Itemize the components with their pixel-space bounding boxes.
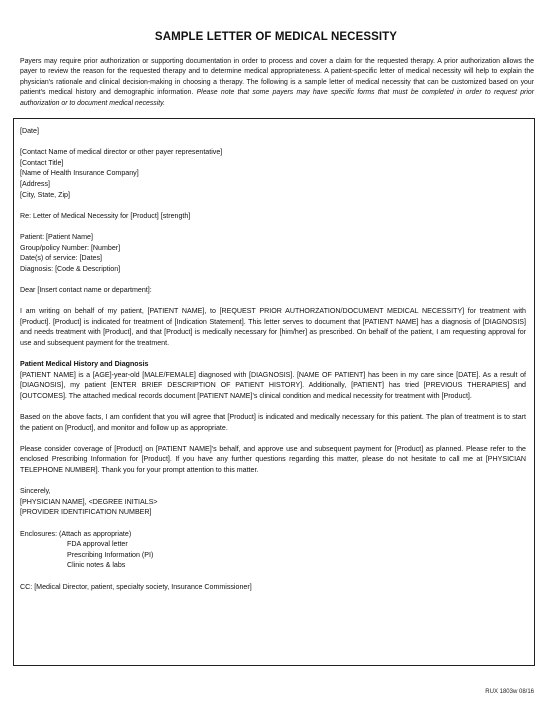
- paragraph-confidence: Based on the above facts, I am confident that you will agree that [Product] is indicated and medically necessary for this patient. The plan of treatment is to start the patient on [Product], and monitor and follow up as appropriate.: [20, 413, 526, 432]
- closing-line: Sincerely,: [20, 487, 51, 496]
- enclosure-item: Prescribing Information (PI): [67, 550, 154, 559]
- history-heading: Patient Medical History and Diagnosis: [20, 360, 149, 369]
- document-code: RUX 1803w 08/16: [485, 689, 534, 695]
- enclosure-item: FDA approval letter: [67, 540, 128, 549]
- patient-info-line: Diagnosis: [Code & Description]: [20, 264, 121, 273]
- address-line: [Name of Health Insurance Company]: [20, 169, 139, 178]
- closing-line: [PROVIDER IDENTIFICATION NUMBER]: [20, 508, 152, 517]
- document-title: SAMPLE LETTER OF MEDICAL NECESSITY: [154, 31, 398, 43]
- enclosures-label: Enclosures: (Attach as appropriate): [20, 529, 132, 538]
- address-line: [Contact Title]: [20, 158, 64, 167]
- cc-line: CC: [Medical Director, patient, specialty society, Insurance Commissioner]: [20, 582, 252, 591]
- re-line: Re: Letter of Medical Necessity for [Product] [strength]: [20, 211, 191, 220]
- paragraph-request: I am writing on behalf of my patient, [PATIENT NAME], to [REQUEST PRIOR AUTHORZATION/DOCUMENT MEDICAL NECESSITY] for treatment with [Product]. [Product] is indicated for treatment of [Indication Statement]. This letter serves to document that [PATIENT NAME] has a diagnosis of [DIAGNOSIS] and needs treatment with [Product], and that [Product] is medically necessary for [him/her] as prescribed. On behalf of the patient, I am requesting approval for use and subsequent payment for the treatment.: [20, 307, 526, 347]
- patient-info-line: Group/policy Number: [Number]: [20, 243, 121, 252]
- address-line: [Contact Name of medical director or other payer representative]: [20, 148, 223, 157]
- letter-date: [Date]: [20, 127, 39, 135]
- intro-note: Please note that some payers may have specific forms that must be completed in order to request prior authorization or to document medical necessity.: [20, 89, 534, 107]
- closing-line: [PHYSICIAN NAME], <DEGREE INITIALS>: [20, 497, 158, 506]
- paragraph-coverage: Please consider coverage of [Product] on [PATIENT NAME]'s behalf, and approve use and subsequent payment for [Product] as planned. Please refer to the enclosed Prescribing Information for [Product]. If you have any further questions regarding this matter, please do not hesitate to call me at [PHYSICIAN TELEPHONE NUMBER]. Thank you for your prompt attention to this matter.: [20, 444, 526, 474]
- sample-letter-box: [13, 118, 535, 666]
- enclosure-item: Clinic notes & labs: [67, 561, 126, 570]
- address-line: [City, State, Zip]: [20, 190, 70, 199]
- intro-text: Payers may require prior authorization or supporting documentation in order to process and cover a claim for the requested therapy. A prior authorization allows the payer to review the reason for the requested therapy and to determine medical appropriateness. A patient-specific letter of medical necessity will help to explain the physician's rationale and clinical decision-making in choosing a therapy. The following is a sample letter of medical necessity that can be customized based on your patient's medical history and demographic information.: [20, 58, 534, 97]
- patient-info-line: Date(s) of service: [Dates]: [20, 254, 102, 263]
- patient-info-line: Patient: [Patient Name]: [20, 232, 93, 241]
- letter-body: [20, 126, 526, 592]
- intro-paragraph: [20, 57, 534, 109]
- address-line: [Address]: [20, 179, 50, 188]
- salutation: Dear [Insert contact name or department]:: [20, 285, 152, 294]
- paragraph-history: [PATIENT NAME] is a [AGE]-year-old [MALE/FEMALE] diagnosed with [DIAGNOSIS]. [NAME OF PATIENT] has been in my care since [DATE]. As a result of [DIAGNOSIS], my patient [ENTER BRIEF DESCRIPTION OF PATIENT HISTORY]. Additionally, [PATIENT] has tried [PREVIOUS THERAPIES] and [OUTCOMES]. The attached medical records document [PATIENT NAME]'s clinical condition and medical necessity for treatment with [Product].: [20, 370, 526, 400]
